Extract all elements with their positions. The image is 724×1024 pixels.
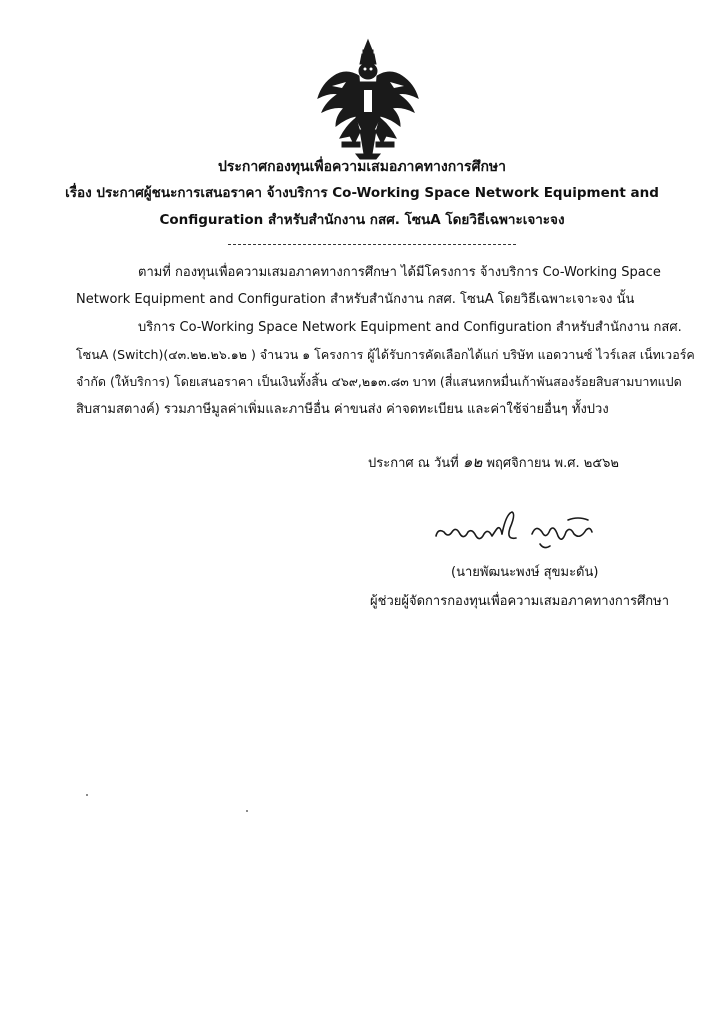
garuda-emblem-icon (316, 38, 420, 160)
paragraph-2-line-2: โซนA (Switch)(๔๓.๒๒.๒๖.๑๒ ) จำนวน ๑ โครงการ ผู้ได้รับการคัดเลือกได้แก่ บริษัท แอดวานซ์ ไวร์เลส เน็ทเวอร์ค (76, 347, 695, 362)
header-divider (228, 244, 516, 245)
date-month-year: พฤศจิกายน พ.ศ. ๒๕๖๒ (486, 456, 620, 471)
scan-speck (246, 810, 248, 812)
paragraph-2-line-4: สิบสามสตางค์) รวมภาษีมูลค่าเพิ่มและภาษีอื่น ค่าขนส่ง ค่าจดทะเบียน และค่าใช้จ่ายอื่นๆ ทั้งปวง (76, 402, 609, 417)
document-title: ประกาศกองทุนเพื่อความเสมอภาคทางการศึกษา (217, 159, 507, 175)
date-prefix: ประกาศ ณ วันที่ (368, 456, 459, 471)
scan-speck (86, 794, 88, 796)
date-day: ๑๒ (462, 453, 483, 471)
signatory-name: (นายพัฒนะพงษ์ สุขมะดัน) (451, 565, 599, 580)
subject-line-2: Configuration สำหรับสำนักงาน กสศ. โซนA โดยวิธีเฉพาะเจาะจง (159, 212, 565, 228)
subject-line-1: เรื่อง ประกาศผู้ชนะการเสนอราคา จ้างบริการ Co-Working Space Network Equipment and (65, 185, 659, 201)
paragraph-1-line-1: ตามที่ กองทุนเพื่อความเสมอภาคทางการศึกษา ได้มีโครงการ จ้างบริการ Co-Working Space (138, 265, 661, 280)
paragraph-1-line-2: Network Equipment and Configuration สำหรับสำนักงาน กสศ. โซนA โดยวิธีเฉพาะเจาะจง นั้น (76, 292, 635, 307)
paragraph-2-line-1: บริการ Co-Working Space Network Equipment and Configuration สำหรับสำนักงาน กสศ. (138, 320, 682, 335)
announcement-date (368, 453, 619, 473)
signatory-position: ผู้ช่วยผู้จัดการกองทุนเพื่อความเสมอภาคทางการศึกษา (370, 594, 670, 609)
paragraph-2-line-3: จำกัด (ให้บริการ) โดยเสนอราคา เป็นเงินทั้งสิ้น ๔๖๙,๒๑๓.๘๓ บาท (สี่แสนหกหมื่นเก้าพันสองร้อยสิบสามบาทแปด (76, 374, 682, 389)
handwritten-signature (432, 506, 598, 552)
